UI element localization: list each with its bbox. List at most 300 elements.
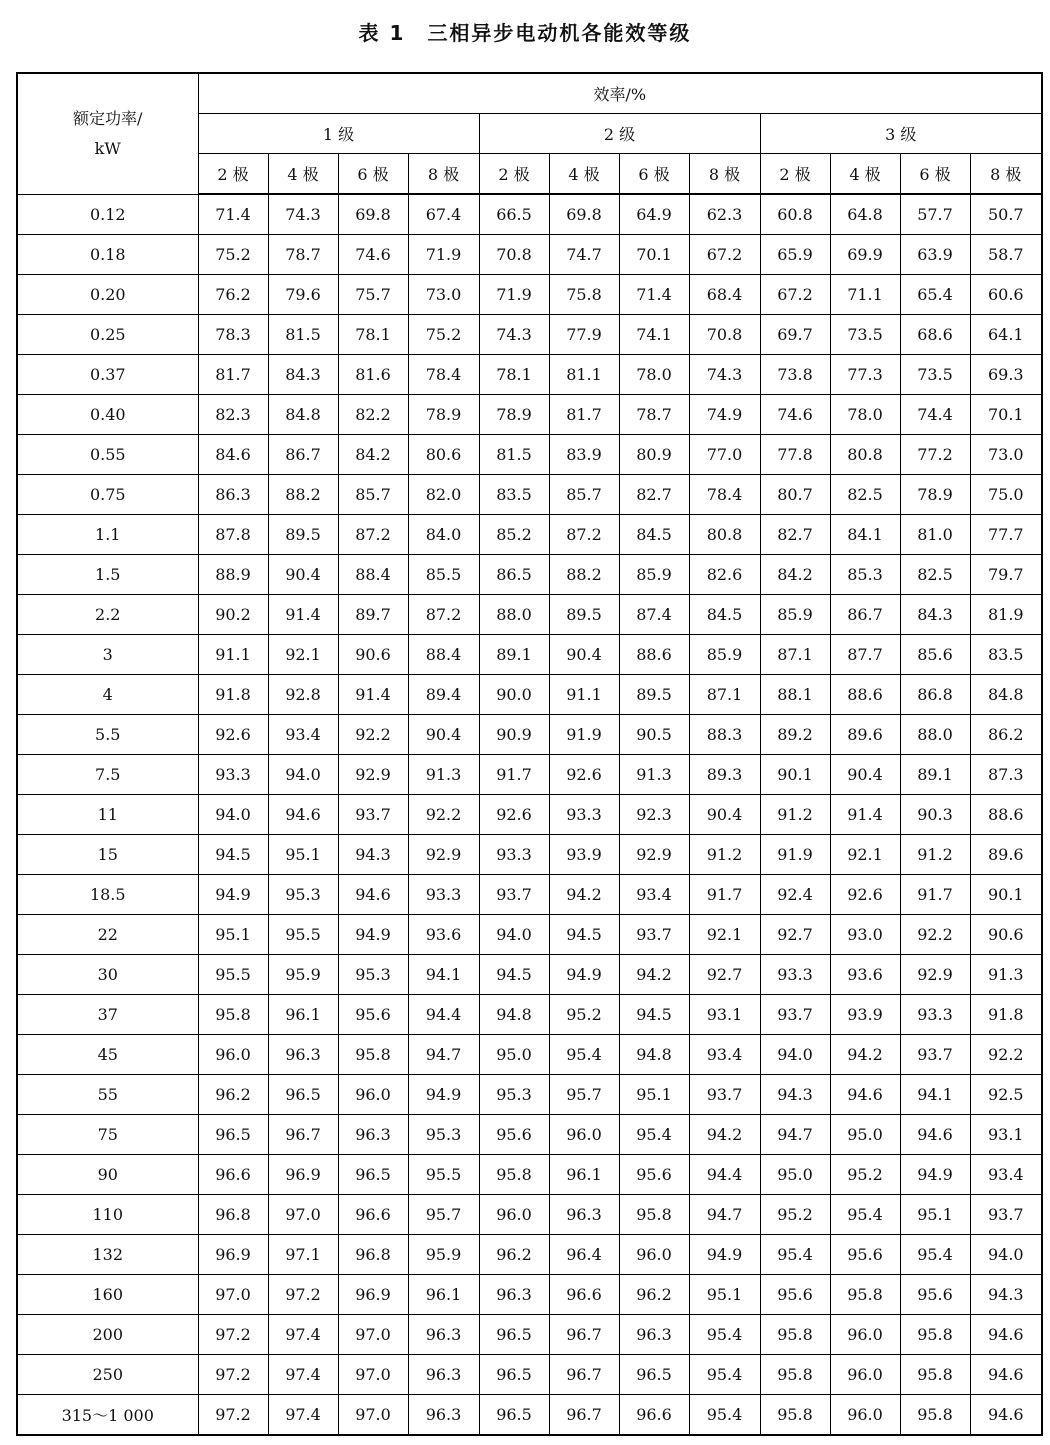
efficiency-cell: 71.1 <box>830 275 900 315</box>
efficiency-cell: 87.1 <box>760 635 830 675</box>
efficiency-cell: 97.2 <box>198 1315 268 1355</box>
efficiency-cell: 79.7 <box>970 555 1042 595</box>
efficiency-cell: 69.7 <box>760 315 830 355</box>
efficiency-cell: 60.8 <box>760 194 830 235</box>
efficiency-cell: 86.7 <box>268 435 338 475</box>
efficiency-cell: 50.7 <box>970 194 1042 235</box>
rated-power-cell: 2.2 <box>17 595 198 635</box>
efficiency-cell: 94.9 <box>198 875 268 915</box>
pole-header: 2 极 <box>198 154 268 195</box>
efficiency-cell: 66.5 <box>479 194 549 235</box>
efficiency-cell: 96.0 <box>830 1395 900 1436</box>
efficiency-cell: 94.8 <box>619 1035 689 1075</box>
efficiency-cell: 94.5 <box>549 915 619 955</box>
efficiency-cell: 86.2 <box>970 715 1042 755</box>
efficiency-cell: 95.8 <box>198 995 268 1035</box>
efficiency-cell: 95.9 <box>408 1235 479 1275</box>
efficiency-cell: 89.6 <box>970 835 1042 875</box>
table-row <box>17 315 1042 355</box>
grade-1-header: 1 级 <box>198 114 479 154</box>
efficiency-cell: 82.7 <box>760 515 830 555</box>
efficiency-cell: 90.2 <box>198 595 268 635</box>
efficiency-cell: 93.6 <box>408 915 479 955</box>
efficiency-cell: 94.6 <box>970 1395 1042 1436</box>
efficiency-cell: 92.9 <box>900 955 970 995</box>
efficiency-cell: 94.3 <box>760 1075 830 1115</box>
efficiency-cell: 92.1 <box>830 835 900 875</box>
rated-power-unit: kW <box>94 138 121 158</box>
rated-power-cell: 5.5 <box>17 715 198 755</box>
efficiency-cell: 77.9 <box>549 315 619 355</box>
efficiency-cell: 78.0 <box>619 355 689 395</box>
efficiency-cell: 81.7 <box>549 395 619 435</box>
efficiency-cell: 93.3 <box>198 755 268 795</box>
pole-header: 8 极 <box>408 154 479 195</box>
efficiency-cell: 95.2 <box>830 1155 900 1195</box>
efficiency-cell: 93.9 <box>830 995 900 1035</box>
efficiency-cell: 89.6 <box>830 715 900 755</box>
efficiency-cell: 75.8 <box>549 275 619 315</box>
efficiency-cell: 93.3 <box>900 995 970 1035</box>
efficiency-cell: 89.5 <box>619 675 689 715</box>
efficiency-cell: 82.2 <box>338 395 408 435</box>
table-row <box>17 1315 1042 1355</box>
efficiency-cell: 94.2 <box>830 1035 900 1075</box>
efficiency-cell: 68.4 <box>689 275 760 315</box>
efficiency-cell: 74.9 <box>689 395 760 435</box>
efficiency-cell: 74.3 <box>268 194 338 235</box>
efficiency-cell: 77.3 <box>830 355 900 395</box>
efficiency-cell: 95.6 <box>338 995 408 1035</box>
efficiency-cell: 69.8 <box>549 194 619 235</box>
efficiency-cell: 96.5 <box>479 1395 549 1436</box>
efficiency-cell: 96.8 <box>198 1195 268 1235</box>
efficiency-cell: 88.2 <box>268 475 338 515</box>
table-row <box>17 1395 1042 1436</box>
efficiency-cell: 96.2 <box>479 1235 549 1275</box>
efficiency-cell: 81.5 <box>268 315 338 355</box>
efficiency-cell: 95.8 <box>900 1315 970 1355</box>
efficiency-cell: 70.1 <box>619 235 689 275</box>
pole-header: 6 极 <box>338 154 408 195</box>
efficiency-cell: 95.3 <box>268 875 338 915</box>
efficiency-cell: 92.2 <box>970 1035 1042 1075</box>
efficiency-cell: 74.3 <box>479 315 549 355</box>
rated-power-cell: 1.5 <box>17 555 198 595</box>
efficiency-cell: 76.2 <box>198 275 268 315</box>
efficiency-cell: 95.1 <box>268 835 338 875</box>
efficiency-cell: 96.5 <box>338 1155 408 1195</box>
efficiency-cell: 96.2 <box>619 1275 689 1315</box>
table-row <box>17 1075 1042 1115</box>
efficiency-cell: 86.8 <box>900 675 970 715</box>
efficiency-cell: 94.6 <box>338 875 408 915</box>
table-row <box>17 955 1042 995</box>
efficiency-cell: 64.9 <box>619 194 689 235</box>
efficiency-cell: 96.9 <box>198 1235 268 1275</box>
efficiency-cell: 96.6 <box>338 1195 408 1235</box>
efficiency-cell: 93.0 <box>830 915 900 955</box>
pole-header: 6 极 <box>900 154 970 195</box>
efficiency-cell: 71.9 <box>479 275 549 315</box>
efficiency-cell: 95.0 <box>479 1035 549 1075</box>
efficiency-cell: 95.8 <box>900 1395 970 1436</box>
efficiency-cell: 97.0 <box>338 1315 408 1355</box>
pole-header: 2 极 <box>479 154 549 195</box>
rated-power-cell: 0.20 <box>17 275 198 315</box>
efficiency-cell: 96.5 <box>479 1315 549 1355</box>
efficiency-cell: 67.2 <box>689 235 760 275</box>
efficiency-cell: 97.2 <box>198 1355 268 1395</box>
efficiency-cell: 74.1 <box>619 315 689 355</box>
table-title <box>0 18 1050 48</box>
efficiency-cell: 69.8 <box>338 194 408 235</box>
efficiency-cell: 93.3 <box>549 795 619 835</box>
efficiency-cell: 94.6 <box>970 1315 1042 1355</box>
efficiency-cell: 94.0 <box>198 795 268 835</box>
efficiency-cell: 96.0 <box>198 1035 268 1075</box>
efficiency-cell: 94.2 <box>549 875 619 915</box>
efficiency-cell: 91.2 <box>760 795 830 835</box>
efficiency-cell: 95.4 <box>689 1315 760 1355</box>
efficiency-cell: 93.1 <box>970 1115 1042 1155</box>
efficiency-cell: 71.4 <box>198 194 268 235</box>
efficiency-cell: 95.4 <box>760 1235 830 1275</box>
efficiency-cell: 96.8 <box>338 1235 408 1275</box>
efficiency-cell: 96.5 <box>198 1115 268 1155</box>
efficiency-cell: 85.7 <box>338 475 408 515</box>
efficiency-cell: 93.4 <box>619 875 689 915</box>
efficiency-cell: 90.1 <box>760 755 830 795</box>
efficiency-cell: 91.4 <box>268 595 338 635</box>
efficiency-cell: 57.7 <box>900 194 970 235</box>
table-row <box>17 235 1042 275</box>
efficiency-cell: 84.2 <box>338 435 408 475</box>
efficiency-cell: 92.1 <box>268 635 338 675</box>
table-row <box>17 1355 1042 1395</box>
efficiency-cell: 93.7 <box>760 995 830 1035</box>
efficiency-cell: 75.7 <box>338 275 408 315</box>
efficiency-cell: 95.3 <box>479 1075 549 1115</box>
efficiency-cell: 94.9 <box>900 1155 970 1195</box>
efficiency-cell: 92.9 <box>408 835 479 875</box>
pole-header: 4 极 <box>830 154 900 195</box>
efficiency-cell: 90.3 <box>900 795 970 835</box>
rated-power-cell: 0.12 <box>17 194 198 235</box>
efficiency-cell: 96.9 <box>338 1275 408 1315</box>
efficiency-cell: 96.0 <box>619 1235 689 1275</box>
efficiency-cell: 93.7 <box>900 1035 970 1075</box>
efficiency-cell: 95.4 <box>830 1195 900 1235</box>
efficiency-cell: 94.5 <box>198 835 268 875</box>
efficiency-cell: 89.3 <box>689 755 760 795</box>
efficiency-cell: 73.5 <box>900 355 970 395</box>
efficiency-cell: 94.6 <box>830 1075 900 1115</box>
efficiency-cell: 78.7 <box>268 235 338 275</box>
efficiency-cell: 91.7 <box>900 875 970 915</box>
grade-3-header: 3 级 <box>760 114 1042 154</box>
table-row <box>17 675 1042 715</box>
table-row <box>17 275 1042 315</box>
efficiency-cell: 95.6 <box>619 1155 689 1195</box>
rated-power-cell: 0.18 <box>17 235 198 275</box>
efficiency-cell: 95.8 <box>760 1395 830 1436</box>
efficiency-cell: 73.8 <box>760 355 830 395</box>
efficiency-cell: 65.9 <box>760 235 830 275</box>
rated-power-cell: 110 <box>17 1195 198 1235</box>
efficiency-cell: 87.1 <box>689 675 760 715</box>
rated-power-cell: 0.25 <box>17 315 198 355</box>
efficiency-cell: 94.0 <box>479 915 549 955</box>
efficiency-cell: 90.5 <box>619 715 689 755</box>
efficiency-cell: 97.0 <box>338 1355 408 1395</box>
efficiency-cell: 81.1 <box>549 355 619 395</box>
efficiency-cell: 87.2 <box>338 515 408 555</box>
efficiency-cell: 88.2 <box>549 555 619 595</box>
efficiency-cell: 85.5 <box>408 555 479 595</box>
efficiency-cell: 80.9 <box>619 435 689 475</box>
efficiency-cell: 95.6 <box>830 1235 900 1275</box>
rated-power-cell: 22 <box>17 915 198 955</box>
pole-header: 4 极 <box>268 154 338 195</box>
efficiency-cell: 96.1 <box>268 995 338 1035</box>
efficiency-cell: 91.9 <box>760 835 830 875</box>
efficiency-cell: 84.1 <box>830 515 900 555</box>
efficiency-cell: 64.8 <box>830 194 900 235</box>
efficiency-cell: 74.6 <box>760 395 830 435</box>
rated-power-cell: 90 <box>17 1155 198 1195</box>
efficiency-cell: 63.9 <box>900 235 970 275</box>
efficiency-cell: 96.7 <box>549 1315 619 1355</box>
rated-power-cell: 200 <box>17 1315 198 1355</box>
efficiency-cell: 60.6 <box>970 275 1042 315</box>
efficiency-cell: 96.0 <box>830 1315 900 1355</box>
efficiency-cell: 87.2 <box>549 515 619 555</box>
efficiency-cell: 94.0 <box>970 1235 1042 1275</box>
efficiency-cell: 80.6 <box>408 435 479 475</box>
table-row <box>17 1035 1042 1075</box>
efficiency-cell: 95.5 <box>408 1155 479 1195</box>
efficiency-cell: 68.6 <box>900 315 970 355</box>
efficiency-cell: 85.7 <box>549 475 619 515</box>
efficiency-cell: 92.6 <box>198 715 268 755</box>
efficiency-cell: 95.7 <box>549 1075 619 1115</box>
efficiency-cell: 96.5 <box>619 1355 689 1395</box>
table-row <box>17 595 1042 635</box>
efficiency-cell: 80.8 <box>830 435 900 475</box>
efficiency-cell: 95.6 <box>900 1275 970 1315</box>
efficiency-cell: 91.9 <box>549 715 619 755</box>
efficiency-cell: 95.7 <box>408 1195 479 1235</box>
rated-power-cell: 315～1 000 <box>17 1395 198 1436</box>
efficiency-cell: 95.5 <box>198 955 268 995</box>
efficiency-cell: 92.1 <box>689 915 760 955</box>
efficiency-cell: 88.6 <box>970 795 1042 835</box>
efficiency-cell: 70.1 <box>970 395 1042 435</box>
efficiency-cell: 95.1 <box>900 1195 970 1235</box>
efficiency-cell: 82.0 <box>408 475 479 515</box>
efficiency-cell: 90.0 <box>479 675 549 715</box>
efficiency-cell: 94.9 <box>549 955 619 995</box>
efficiency-cell: 93.4 <box>689 1035 760 1075</box>
efficiency-cell: 88.3 <box>689 715 760 755</box>
efficiency-cell: 65.4 <box>900 275 970 315</box>
efficiency-cell: 94.1 <box>900 1075 970 1115</box>
efficiency-cell: 95.4 <box>900 1235 970 1275</box>
efficiency-cell: 91.1 <box>549 675 619 715</box>
efficiency-cell: 83.5 <box>479 475 549 515</box>
efficiency-cell: 92.9 <box>338 755 408 795</box>
efficiency-cell: 95.0 <box>830 1115 900 1155</box>
efficiency-cell: 97.0 <box>268 1195 338 1235</box>
rated-power-cell: 15 <box>17 835 198 875</box>
pole-header: 4 极 <box>549 154 619 195</box>
efficiency-cell: 84.5 <box>689 595 760 635</box>
efficiency-cell: 93.3 <box>760 955 830 995</box>
efficiency-cell: 75.0 <box>970 475 1042 515</box>
efficiency-cell: 89.1 <box>900 755 970 795</box>
table-row <box>17 875 1042 915</box>
efficiency-cell: 95.1 <box>619 1075 689 1115</box>
efficiency-cell: 95.0 <box>760 1155 830 1195</box>
efficiency-cell: 91.3 <box>970 955 1042 995</box>
efficiency-cell: 95.4 <box>619 1115 689 1155</box>
efficiency-cell: 85.9 <box>689 635 760 675</box>
efficiency-cell: 77.7 <box>970 515 1042 555</box>
efficiency-cell: 97.4 <box>268 1355 338 1395</box>
efficiency-cell: 88.6 <box>830 675 900 715</box>
efficiency-cell: 95.4 <box>689 1355 760 1395</box>
table-row <box>17 1115 1042 1155</box>
efficiency-cell: 93.1 <box>689 995 760 1035</box>
rated-power-cell: 7.5 <box>17 755 198 795</box>
efficiency-cell: 85.9 <box>760 595 830 635</box>
efficiency-cell: 95.8 <box>830 1275 900 1315</box>
efficiency-cell: 94.2 <box>689 1115 760 1155</box>
efficiency-cell: 88.0 <box>900 715 970 755</box>
table-row <box>17 1195 1042 1235</box>
efficiency-cell: 93.4 <box>268 715 338 755</box>
efficiency-cell: 69.3 <box>970 355 1042 395</box>
rated-power-cell: 160 <box>17 1275 198 1315</box>
efficiency-cell: 83.9 <box>549 435 619 475</box>
table-row <box>17 795 1042 835</box>
efficiency-cell: 93.3 <box>479 835 549 875</box>
efficiency-cell: 97.2 <box>268 1275 338 1315</box>
efficiency-cell: 73.0 <box>970 435 1042 475</box>
efficiency-cell: 96.6 <box>549 1275 619 1315</box>
efficiency-cell: 94.6 <box>268 795 338 835</box>
efficiency-cell: 96.7 <box>549 1355 619 1395</box>
efficiency-cell: 87.2 <box>408 595 479 635</box>
efficiency-cell: 94.7 <box>408 1035 479 1075</box>
efficiency-cell: 75.2 <box>198 235 268 275</box>
efficiency-cell: 95.1 <box>198 915 268 955</box>
efficiency-cell: 95.8 <box>760 1355 830 1395</box>
efficiency-cell: 95.6 <box>760 1275 830 1315</box>
efficiency-cell: 85.6 <box>900 635 970 675</box>
table-caption: 三相异步电动机各能效等级 <box>427 21 692 45</box>
efficiency-cell: 75.2 <box>408 315 479 355</box>
efficiency-cell: 70.8 <box>479 235 549 275</box>
efficiency-cell: 92.3 <box>619 795 689 835</box>
rated-power-cell: 75 <box>17 1115 198 1155</box>
efficiency-table <box>16 72 1043 1436</box>
efficiency-cell: 95.1 <box>689 1275 760 1315</box>
efficiency-cell: 89.2 <box>760 715 830 755</box>
efficiency-cell: 96.3 <box>338 1115 408 1155</box>
efficiency-cell: 90.1 <box>970 875 1042 915</box>
efficiency-cell: 88.6 <box>619 635 689 675</box>
efficiency-cell: 88.9 <box>198 555 268 595</box>
efficiency-cell: 96.2 <box>198 1075 268 1115</box>
rated-power-cell: 4 <box>17 675 198 715</box>
efficiency-cell: 90.9 <box>479 715 549 755</box>
efficiency-cell: 81.5 <box>479 435 549 475</box>
efficiency-cell: 96.3 <box>408 1355 479 1395</box>
efficiency-cell: 93.6 <box>830 955 900 995</box>
efficiency-cell: 78.0 <box>830 395 900 435</box>
efficiency-cell: 78.7 <box>619 395 689 435</box>
efficiency-cell: 94.3 <box>970 1275 1042 1315</box>
table-row <box>17 995 1042 1035</box>
efficiency-cell: 89.1 <box>479 635 549 675</box>
efficiency-cell: 91.3 <box>408 755 479 795</box>
efficiency-cell: 87.7 <box>830 635 900 675</box>
rated-power-header <box>17 73 198 194</box>
efficiency-cell: 94.7 <box>689 1195 760 1235</box>
efficiency-cell: 95.2 <box>760 1195 830 1235</box>
table-row <box>17 1275 1042 1315</box>
rated-power-label: 额定功率/ <box>73 108 143 128</box>
efficiency-cell: 91.7 <box>689 875 760 915</box>
efficiency-cell: 85.9 <box>619 555 689 595</box>
efficiency-cell: 92.7 <box>689 955 760 995</box>
efficiency-cell: 78.1 <box>479 355 549 395</box>
efficiency-cell: 84.5 <box>619 515 689 555</box>
efficiency-cell: 71.9 <box>408 235 479 275</box>
rated-power-cell: 3 <box>17 635 198 675</box>
efficiency-cell: 84.3 <box>268 355 338 395</box>
efficiency-cell: 92.2 <box>900 915 970 955</box>
efficiency-cell: 77.0 <box>689 435 760 475</box>
efficiency-cell: 81.6 <box>338 355 408 395</box>
efficiency-cell: 96.0 <box>549 1115 619 1155</box>
efficiency-cell: 91.3 <box>619 755 689 795</box>
efficiency-cell: 93.7 <box>338 795 408 835</box>
efficiency-cell: 90.4 <box>268 555 338 595</box>
efficiency-cell: 93.7 <box>619 915 689 955</box>
efficiency-cell: 90.4 <box>549 635 619 675</box>
table-row <box>17 194 1042 235</box>
efficiency-cell: 81.9 <box>970 595 1042 635</box>
efficiency-cell: 94.5 <box>479 955 549 995</box>
efficiency-cell: 92.6 <box>479 795 549 835</box>
table-row <box>17 635 1042 675</box>
efficiency-cell: 95.3 <box>338 955 408 995</box>
efficiency-cell: 82.5 <box>830 475 900 515</box>
efficiency-cell: 96.0 <box>479 1195 549 1235</box>
efficiency-cell: 86.3 <box>198 475 268 515</box>
efficiency-cell: 89.5 <box>268 515 338 555</box>
efficiency-cell: 93.9 <box>549 835 619 875</box>
efficiency-cell: 79.6 <box>268 275 338 315</box>
efficiency-cell: 84.6 <box>198 435 268 475</box>
efficiency-cell: 88.1 <box>760 675 830 715</box>
efficiency-cell: 81.0 <box>900 515 970 555</box>
efficiency-cell: 94.7 <box>760 1115 830 1155</box>
efficiency-cell: 92.6 <box>830 875 900 915</box>
